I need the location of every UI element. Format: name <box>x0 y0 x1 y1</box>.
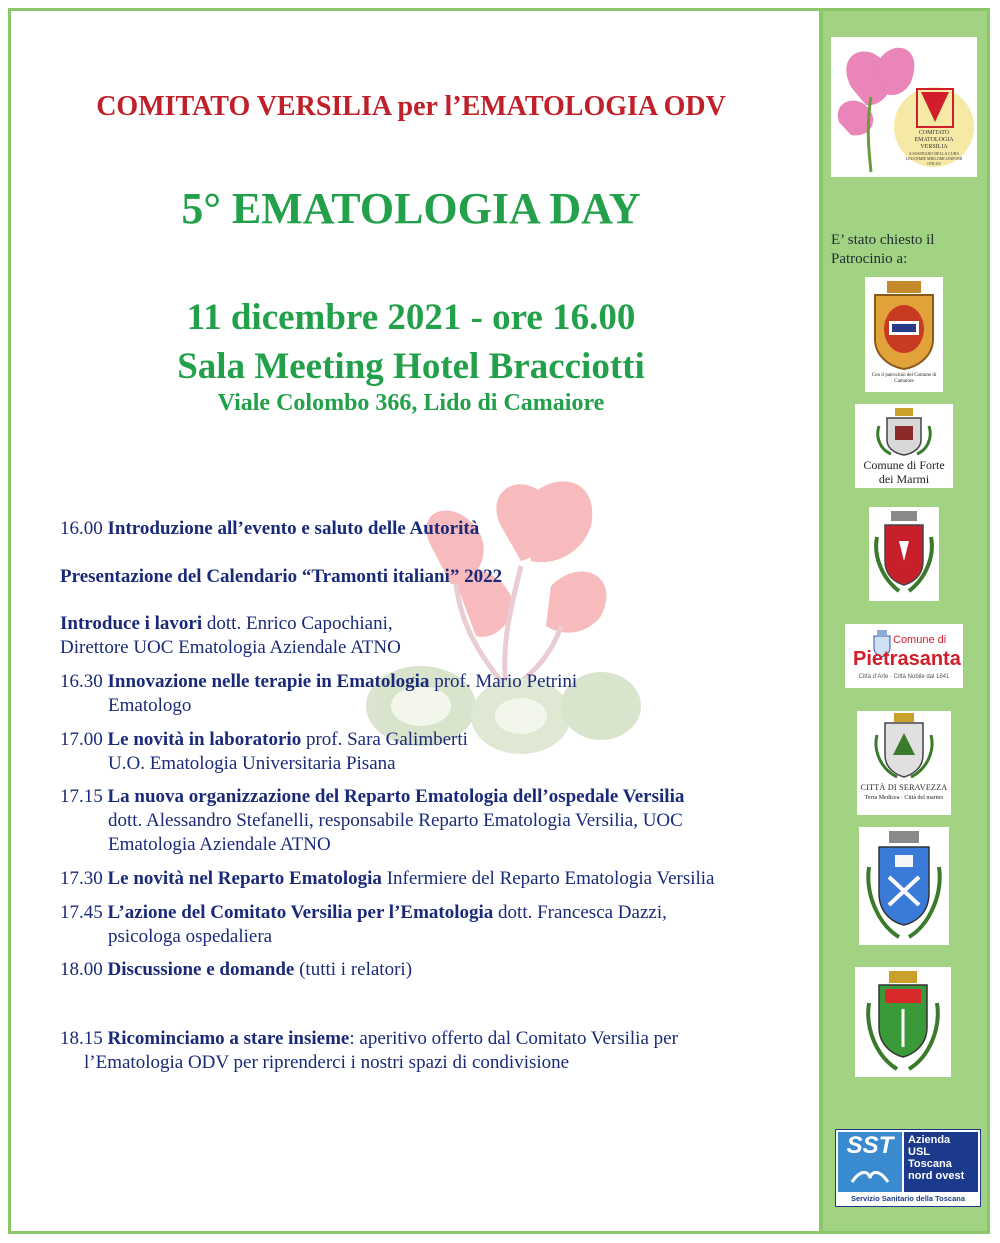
program-title: Ricominciamo a stare insieme <box>107 1028 350 1049</box>
municipal-crest-green-icon <box>855 967 951 1077</box>
sst-footer: Servizio Sanitario della Toscana <box>850 1194 966 1203</box>
program-speaker: (tutti i relatori) <box>294 959 413 980</box>
program-time: 16.30 <box>60 671 103 692</box>
pietrasanta-sub: Città d’Arte · Città Nobile dal 1841 <box>858 674 950 680</box>
program-time: 17.15 <box>60 786 103 807</box>
program-speaker-role: Ematologia Aziendale ATNO <box>108 834 331 855</box>
program-item-1745 <box>60 901 800 949</box>
program-time: 17.30 <box>60 868 103 889</box>
patronage-sidebar <box>823 11 987 1231</box>
program-item-introduce <box>60 612 800 660</box>
program-speaker-role: Ematologo <box>108 695 192 716</box>
program-item-1600 <box>60 517 800 541</box>
program-speaker: Infermiere del Reparto Ematologia Versilia <box>381 868 715 889</box>
program-detail-continued: l’Ematologia ODV per riprenderci i nostri spazi di condivisione <box>84 1052 570 1073</box>
municipal-crest-blue <box>859 827 949 945</box>
event-venue: Sala Meeting Hotel Bracciotti <box>177 346 645 387</box>
program-time: 18.00 <box>60 959 103 980</box>
comitato-logo <box>831 37 977 177</box>
forte-dei-marmi-crest-icon <box>855 404 953 456</box>
seravezza-sub: Terra Medicea · Città del marmo <box>864 795 944 801</box>
organizer-title: COMITATO VERSILIA per l’EMATOLOGIA ODV <box>96 91 726 122</box>
program-speaker: dott. Alessandro Stefanelli, responsabile Reparto Ematologia Versilia, UOC <box>108 810 683 831</box>
patronage-text: E’ stato chiesto il Patrocinio a: <box>831 232 935 267</box>
flyer-main <box>11 11 819 1231</box>
program-item-1630 <box>60 670 800 718</box>
comitato-logo-text: COMITATO EMATOLOGIA VERSILIA <box>914 130 954 150</box>
program-item-1730 <box>60 867 800 891</box>
program-title: L’azione del Comitato Versilia per l’Ematologia <box>107 902 494 923</box>
program-speaker: dott. Enrico Capochiani, <box>202 613 393 634</box>
program-title: Innovazione nelle terapie in Ematologia <box>107 671 430 692</box>
event-date-time: 11 dicembre 2021 - ore 16.00 <box>186 297 636 338</box>
event-title: 5° EMATOLOGIA DAY <box>181 184 641 233</box>
program-time: 17.45 <box>60 902 103 923</box>
comitato-logo-sub: A SOSTEGNO DELLA CURA LEUCEMIE MIELOMI LINFOMI ONLUS <box>905 151 963 166</box>
municipal-crest-green <box>855 967 951 1077</box>
forte-dei-marmi-crest <box>855 404 953 488</box>
municipal-crest <box>869 507 939 601</box>
program-item-calendario <box>60 565 800 589</box>
program-item-1800 <box>60 958 800 982</box>
program-title: Introduzione all’evento e saluto delle Autorità <box>107 518 480 539</box>
program-title: Le novità nel Reparto Ematologia <box>107 868 382 889</box>
seravezza-crest-icon <box>857 711 951 781</box>
municipal-crest-blue-icon <box>859 827 949 945</box>
program-title: La nuova organizzazione del Reparto Ematologia dell’ospedale Versilia <box>107 786 685 807</box>
program-time: 18.15 <box>60 1028 103 1049</box>
program-detail: : aperitivo offerto dal Comitato Versilia per <box>349 1028 678 1049</box>
sst-abbr: SST <box>846 1132 894 1159</box>
pietrasanta-name: Pietrasanta <box>853 648 961 670</box>
seravezza-name: CITTÀ DI SERAVEZZA <box>860 783 948 792</box>
program-title: Introduce i lavori <box>60 613 203 634</box>
seagull-icon <box>850 1164 890 1190</box>
program-speaker-role: psicologa ospedaliera <box>108 926 273 947</box>
seravezza-crest <box>857 711 951 815</box>
event-address: Viale Colombo 366, Lido di Camaiore <box>217 390 605 416</box>
program-item-1715 <box>60 785 800 857</box>
program-title: Le novità in laboratorio <box>107 729 302 750</box>
program-item-1815 <box>60 1027 800 1075</box>
program-speaker-role: U.O. Ematologia Universitaria Pisana <box>108 753 396 774</box>
pietrasanta-logo <box>845 624 963 688</box>
forte-dei-marmi-caption: Comune di Forte dei Marmi <box>863 458 945 486</box>
program-item-1700 <box>60 728 800 776</box>
program-speaker: prof. Sara Galimberti <box>301 729 468 750</box>
camaiore-crest <box>865 277 943 392</box>
municipal-crest-icon <box>869 507 939 601</box>
program-title: Discussione e domande <box>107 959 295 980</box>
program-speaker: dott. Francesca Dazzi, <box>493 902 667 923</box>
camaiore-crest-icon <box>865 277 943 373</box>
program-speaker-role: Direttore UOC Ematologia Aziendale ATNO <box>60 637 401 658</box>
sst-usl-logo <box>835 1129 981 1207</box>
program-speaker: prof. Mario Petrini <box>429 671 578 692</box>
program-title: Presentazione del Calendario “Tramonti italiani” 2022 <box>60 566 503 587</box>
camaiore-caption: Con il patrocinio del Comune di Camaiore <box>871 373 937 384</box>
pietrasanta-prefix: Comune di <box>893 634 947 646</box>
sst-azienda: Azienda USL Toscana nord ovest <box>904 1132 978 1192</box>
program-time: 17.00 <box>60 729 103 750</box>
program-time: 16.00 <box>60 518 103 539</box>
